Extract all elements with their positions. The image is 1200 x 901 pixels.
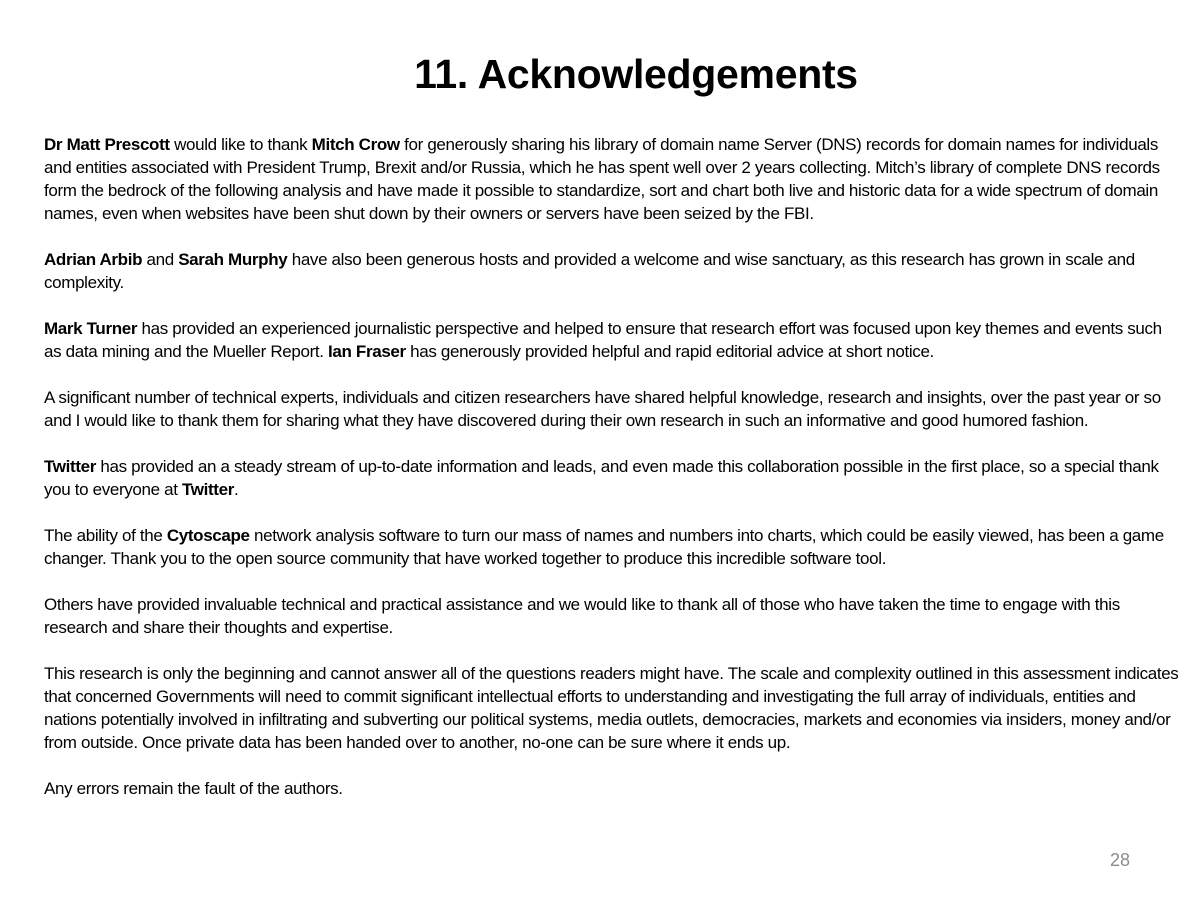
acknowledgements-body — [44, 133, 1180, 823]
paragraph — [44, 455, 1180, 501]
bold-name: Adrian Arbib — [44, 250, 143, 269]
paragraph — [44, 317, 1180, 363]
paragraph — [44, 593, 1180, 639]
paragraph-text: This research is only the beginning and cannot answer all of the questions readers might have. The scale and complexity outlined in this assessment indicates that concerned Governments will need to commit significant intellectual efforts to understanding and investigating the full array of individuals, entities and nations potentially involved in infiltrating and subverting our political systems, media outlets, democracies, markets and economies via insiders, money and/or from outside. Once private data has been handed over to another, no-one can be sure where it ends up. — [44, 664, 1179, 752]
bold-name: Mark Turner — [44, 319, 138, 338]
paragraph — [44, 524, 1180, 570]
paragraph — [44, 248, 1180, 294]
paragraph-text: The ability of the — [44, 526, 167, 545]
paragraph-text: has provided an experienced journalistic perspective and helped to ensure that research effort was focused upon key themes and events such as data mining and the Mueller Report. — [44, 319, 1162, 361]
page-title: 11. Acknowledgements — [414, 51, 858, 97]
paragraph-text: Any errors remain the fault of the authors. — [44, 779, 343, 798]
paragraph — [44, 777, 1180, 800]
paragraph-text: for generously sharing his library of domain name Server (DNS) records for domain names for individuals and entities associated with President Trump, Brexit and/or Russia, which he has spent well over 2 years collecting. Mitch’s library of complete DNS records form the bedrock of the following analysis and have made it possible to standardize, sort and chart both live and historic data for a wide spectrum of domain names, even when websites have been shut down by their owners or servers have been seized by the FBI. — [44, 135, 1160, 223]
bold-name: Twitter — [181, 480, 234, 499]
paragraph-text: has generously provided helpful and rapid editorial advice at short notice. — [405, 342, 934, 361]
paragraph-text: . — [233, 480, 239, 499]
bold-name: Sarah Murphy — [178, 250, 288, 269]
bold-name: Mitch Crow — [311, 135, 400, 154]
paragraph — [44, 386, 1180, 432]
paragraph-text: and — [142, 250, 179, 269]
paragraph — [44, 133, 1180, 225]
bold-name: Ian Fraser — [328, 342, 406, 361]
paragraph-text: has provided an a steady stream of up-to-date information and leads, and even made this collaboration possible in the first place, so a special thank you to everyone at — [44, 457, 1159, 499]
bold-name: Cytoscape — [166, 526, 250, 545]
bold-name: Twitter — [44, 457, 97, 476]
paragraph-text: Others have provided invaluable technical and practical assistance and we would like to thank all of those who have taken the time to engage with this research and share their thoughts and expertise. — [44, 595, 1120, 637]
paragraph-text: A significant number of technical experts, individuals and citizen researchers have shared helpful knowledge, research and insights, over the past year or so and I would like to thank them for sharing what they have discovered during their own research in such an informative and good humored fashion. — [44, 388, 1161, 430]
bold-name: Dr Matt Prescott — [44, 135, 170, 154]
paragraph-text: network analysis software to turn our mass of names and numbers into charts, which could be easily viewed, has been a game changer. Thank you to the open source community that have worked together to produce this incredible software tool. — [44, 526, 1164, 568]
paragraph-text: would like to thank — [169, 135, 312, 154]
page-number: 28 — [1109, 850, 1131, 870]
paragraph-text: have also been generous hosts and provided a welcome and wise sanctuary, as this research has grown in scale and complexity. — [44, 250, 1135, 292]
paragraph — [44, 662, 1180, 754]
